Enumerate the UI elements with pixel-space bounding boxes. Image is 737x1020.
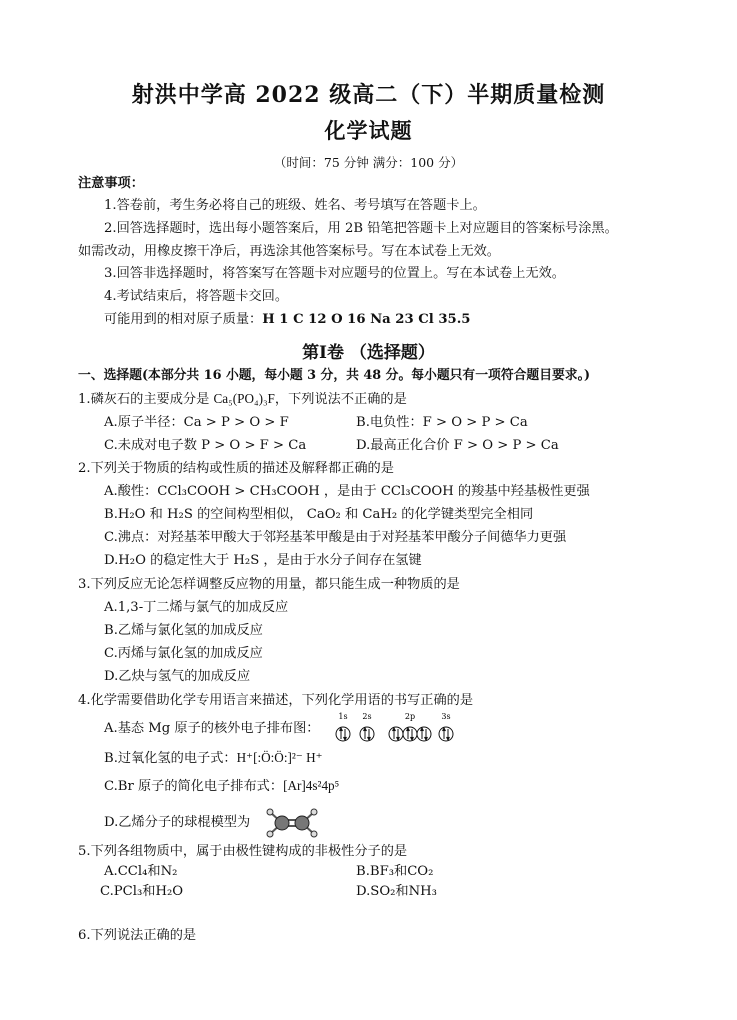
note-item: 1.答卷前，考生务必将自己的班级、姓名、考号填写在答题卡上。	[104, 198, 486, 213]
section-title: 第Ⅰ卷 （选择题）	[302, 343, 435, 363]
section-instruction: 一、选择题(本部分共 16 小题，每小题 3 分，共 48 分。每小题只有一项符合题目要求。)	[78, 368, 591, 383]
peroxide-electron-formula: H⁺[:Ö:Ö:]²⁻ H⁺	[236, 750, 323, 765]
question-4-option-c-text: C.Br 原子的简化电子排布式：	[104, 779, 284, 794]
orbital-box	[417, 727, 431, 741]
question-3-option-d: D.乙炔与氢气的加成反应	[104, 669, 251, 684]
orbital-box	[403, 727, 417, 741]
bromine-electron-config: [Ar]4s²4p⁵	[283, 778, 340, 793]
question-5-stem: 5.下列各组物质中，属于由极性键构成的非极性分子的是	[78, 844, 408, 859]
notes-heading: 注意事项：	[78, 176, 144, 191]
question-4-option-b-text: B.过氧化氢的电子式：	[104, 751, 237, 766]
orbital-label-3s: 3s	[441, 712, 451, 721]
question-4-option-a	[104, 719, 319, 739]
note-item: 2.回答选择题时，选出每小题答案后，用 2B 铅笔把答题卡上对应题目的答案标号涂黑。	[104, 221, 618, 236]
question-3-stem: 3.下列反应无论怎样调整反应物的用量，都只能生成一种物质的是	[78, 577, 460, 592]
question-1-option-b: B.电负性：F > O > P > Ca	[356, 415, 528, 430]
question-4-option-d	[104, 813, 250, 833]
question-5-option-c: C.PCl₃和H₂O	[100, 884, 184, 899]
question-5-option-a: A.CCl₄和N₂	[104, 864, 178, 879]
orbital-diagram	[330, 710, 460, 746]
note-item: 如需改动，用橡皮擦干净后，再选涂其他答案标号。写在本试卷上无效。	[78, 244, 500, 259]
question-3-option-c: C.丙烯与氯化氢的加成反应	[104, 646, 263, 661]
atomic-mass-label: 可能用到的相对原子质量：	[104, 312, 263, 327]
question-2-option-b: B.H₂O 和 H₂S 的空间构型相似， CaO₂ 和 CaH₂ 的化学键类型完全相同	[104, 507, 534, 522]
question-5-option-b: B.BF₃和CO₂	[356, 864, 434, 879]
question-1-stem-text: 1.磷灰石的主要成分是	[78, 392, 214, 407]
question-4-stem: 4.化学需要借助化学专用语言来描述，下列化学用语的书写正确的是	[78, 693, 474, 708]
note-item: 3.回答非选择题时，将答案写在答题卡对应题号的位置上。写在本试卷上无效。	[104, 266, 565, 281]
question-4-option-b	[104, 748, 323, 769]
question-1-stem-tail: ，下列说法不正确的是	[274, 392, 407, 407]
question-4-option-d-text: D.乙烯分子的球棍模型为	[104, 815, 251, 830]
question-4-option-c	[104, 776, 339, 797]
exam-info: （时间：75 分钟 满分：100 分）	[273, 155, 464, 170]
note-item: 4.考试结束后，将答题卡交回。	[104, 289, 289, 304]
orbital-label-2p: 2p	[404, 712, 416, 721]
question-3-option-b: B.乙烯与氯化氢的加成反应	[104, 623, 263, 638]
question-6-stem: 6.下列说法正确的是	[78, 928, 197, 943]
orbital-box	[389, 727, 403, 741]
question-2-stem: 2.下列关于物质的结构或性质的描述及解释都正确的是	[78, 461, 394, 476]
atomic-mass-values: H 1 C 12 O 16 Na 23 Cl 35.5	[262, 312, 471, 327]
orbital-label-1s: 1s	[338, 712, 348, 721]
question-1-option-c: C.未成对电子数 P > O > F > Ca	[104, 438, 307, 453]
question-4-option-a-text: A.基态 Mg 原子的核外电子排布图：	[104, 721, 320, 736]
electron-arrows	[340, 728, 450, 740]
question-1-option-d: D.最高正化合价 F > O > P > Ca	[356, 438, 559, 453]
orbital-box	[360, 727, 374, 741]
atomic-mass-line	[104, 310, 470, 330]
question-3-option-a: A.1,3-丁二烯与氯气的加成反应	[104, 600, 289, 615]
exam-title: 射洪中学高 2022 级高二（下）半期质量检测	[131, 82, 606, 108]
question-2-option-d: D.H₂O 的稳定性大于 H₂S ，是由于水分子间存在氢键	[104, 553, 422, 568]
orbital-label-2s: 2s	[362, 712, 372, 721]
orbital-box	[336, 727, 350, 741]
orbital-box	[439, 727, 453, 741]
question-1-option-a: A.原子半径：Ca > P > O > F	[104, 415, 289, 430]
question-5-option-d: D.SO₂和NH₃	[356, 884, 437, 899]
question-2-option-c: C.沸点：对羟基苯甲酸大于邻羟基苯甲酸是由于对羟基苯甲酸分子间德华力更强	[104, 530, 567, 545]
exam-subject: 化学试题	[324, 118, 413, 143]
question-2-option-a: A.酸性：CCl₃COOH > CH₃COOH ，是由于 CCl₃COOH 的羧基中羟基极性更强	[104, 484, 590, 499]
ethylene-ball-stick-model-icon	[262, 805, 322, 841]
question-1-formula: Ca₅(PO₄)₃F	[213, 391, 275, 406]
question-1-stem	[78, 389, 407, 410]
